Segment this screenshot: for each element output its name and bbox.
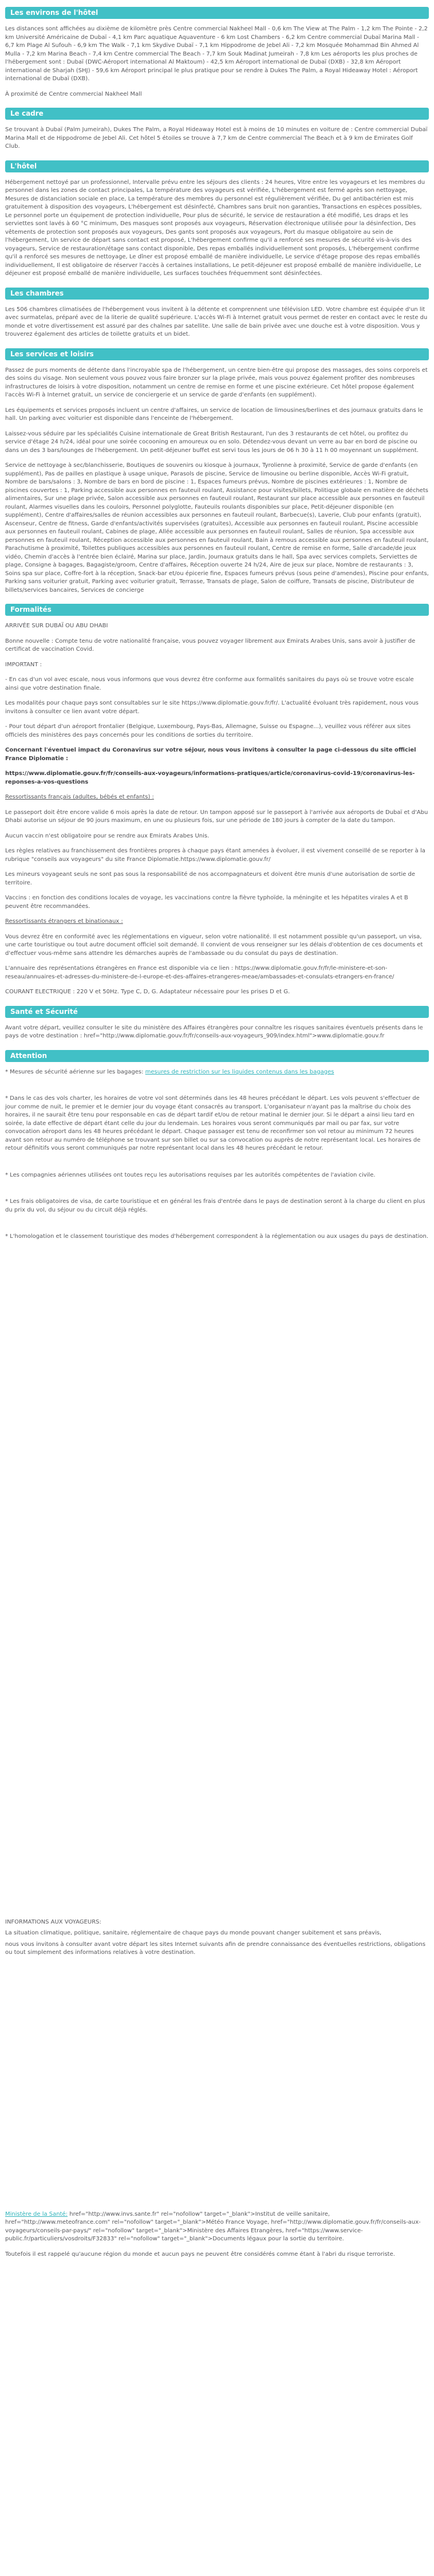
section-title-setting: Le cadre <box>5 108 429 120</box>
hotel-info-page <box>5 7 429 2259</box>
attention-classification-text: * L'homologation et le classement touristique des modes d'hébergement correspondent à la réglementation ou aux usages du pays de destination. <box>5 1233 429 1240</box>
section-surroundings <box>5 7 429 99</box>
formalities-power-text: COURANT ELECTRIQUE : 220 V et 50Hz. Type C, D, G. Adaptateur nécessaire pour les prises D et G. <box>5 989 290 995</box>
section-formalities <box>5 604 429 997</box>
formalities-stopover-text: - En cas d'un vol avec escale, nous vous informons que vous devrez être conforme aux formalités sanitaires du pays où se trouve votre escale ainsi que votre destination finale. <box>5 677 414 691</box>
whitespace-spacer-large <box>5 1260 429 1918</box>
hotel-covid-measures-text: Hébergement nettoyé par un professionnel, Intervalle prévu entre les séjours des clients : 24 heures, Vitre entre les voyageurs et les membres du personnel dans les zones de contact principales, La température des voyageurs est vérifiée, L'hébergement est fermé après son nettoyage, Mesures de distanciation sociale en place, La température des membres du personnel est régulièrement vérifiée, Du gel antibactérien est mis gratuitement à disposition des voyageurs, L'hébergement est désinfecté, Chambres sans bruit non garanties, Transactions en espèces possibles, Le personnel porte un équipement de protection individuelle, Pour plus de sécurité, le service de restauration a été modifié, Les draps et les serviettes sont lavés à 60 °C minimum, Des masques sont proposés aux voyageurs, Réservation électronique utilisée pour la désinfection, Des vêtements de protection sont proposés aux voyageurs, Des gants sont proposés aux voyageurs, Port du masque obligatoire au sein de l'hébergement, Un service de départ sans contact est proposé, L'hébergement confirme qu'il a renforcé ses mesures de sécurité vis-à-vis des voyageurs, Service de restauration/étage sans contact disponible, Des repas emballés individuellement sont proposés, L'hébergement confirme qu'il a renforcé ses mesures de nettoyage, Le dîner est proposé emballé de manière individuelle, Le service d'étage propose des repas emballés individuellement, Il est obligatoire de réserver l'accès à certaines installations, Le petit-déjeuner est proposé emballé de manière individuelle, Le déjeuner est proposé emballé de manière individuelle, Les surfaces touchées fréquemment sont désinfectées. <box>5 179 425 277</box>
formalities-border-rules-text: Les règles relatives au franchissement des frontières propres à chaque pays étant amenées à évoluer, il est vivement conseillé de se reporter à la rubrique "conseils aux voyageurs" du site France Diplomatie.https://www.diplomatie.gouv.fr/ <box>5 848 425 863</box>
formalities-important-label: IMPORTANT : <box>5 661 42 668</box>
surroundings-distances-text: Les distances sont affichées au dixième de kilomètre près Centre commercial Nakheel Mall - 0,6 km The View at The Palm - 1,2 km The Pointe - 2,2 km Université Américaine de Dubaï - 4,1 km Parc aquatique Aquaventure - 6 km Lost Chambers - 6,2 km Centre commercial Dubaï Marina Mall - 6,7 km Plage Al Sufouh - 6,9 km The Walk - 7,1 km Skydive Dubaï - 7,1 km Hippodrome de Jebel Ali - 7,2 km Mosquée Mohammad Bin Ahmed Al Mulla - 7,2 km Marina Beach - 7,4 km Centre commercial The Beach - 7,7 km Souk Madinat Jumeirah - 7,8 km Les aéroports les plus proches de l'hébergement sont : Dubaï (DWC-Aéroport international Al Maktoum) - 42,5 km Aéroport international de Dubaï (DXB) - 32,8 km Aéroport international de Sharjah (SHJ) - 59,6 km Aéroport principal le plus pratique pour se rendre à Dukes The Palm, a Royal Hideaway Hotel : Aéroport international de Dubaï (DXB). <box>5 26 428 82</box>
formalities-foreign-nationals-label: Ressortissants étrangers et binationaux : <box>5 918 123 925</box>
section-title-surroundings: Les environs de l'hôtel <box>5 7 429 19</box>
services-spa-text: Passez de purs moments de détente dans l'incroyable spa de l'hébergement, un centre bien-être qui propose des massages, des soins corporels et des soins du visage. Non seulement vous pouvez vous faire bronzer sur la plage privée, mais vous pouvez également profiter des nombreuses infrastructures de loisirs à votre disposition, notamment un centre de remise en forme et une piscine extérieure. Cet hôtel propose également l'accès Wi-Fi à Internet gratuit, un service de conciergerie et un service de garde d'enfants (en supplément). <box>5 367 428 398</box>
travellers-info-situation-text: La situation climatique, politique, sanitaire, réglementaire de chaque pays du monde pouvant changer subitement et sans préavis, <box>5 1930 382 1936</box>
health-safety-text: Avant votre départ, veuillez consulter le site du ministère des Affaires étrangères pour connaître les risques sanitaires éventuels présents dans le pays de votre destination : href="http://www.diplomatie.gouv.fr/fr/conseils-aux-voyageurs_909/index.html">www.diplomatie.gouv.fr <box>5 1024 423 1039</box>
attention-luggage-prefix: * Mesures de sécurité aérienne sur les bagages: <box>5 1068 145 1075</box>
section-rooms <box>5 288 429 339</box>
formalities-french-nationals-label: Ressortissants français (adultes, bébés et enfants) : <box>5 794 154 800</box>
formalities-covid-url-text: https://www.diplomatie.gouv.fr/fr/conseils-aux-voyageurs/informations-pratiques/article/coronavirus-covid-19/coronavirus-les-reponses-a-vos-questions <box>5 770 415 785</box>
liquids-restriction-link[interactable]: mesures de restriction sur les liquides contenus dans les bagages <box>145 1068 334 1075</box>
setting-text: Se trouvant à Dubaï (Palm Jumeirah), Dukes The Palm, a Royal Hideaway Hotel est à moins de 10 minutes en voiture de : Centre commercial Dubaï Marina Mall et de Hippodrome de Jebel Ali. Cet hôtel 5 étoiles se trouve à 7,7 km de Centre commercial The Beach et à 9 km de Emirates Golf Club. <box>5 127 428 150</box>
formalities-no-vaccine-text: Aucun vaccin n'est obligatoire pour se rendre aux Emirats Arabes Unis. <box>5 832 210 839</box>
services-facilities-text: Les équipements et services proposés incluent un centre d'affaires, un service de location de limousines/berlines et des journaux gratuits dans le hall. Un parking avec voiturier est disponible dans l'enceinte de l'hébergement. <box>5 407 423 422</box>
formalities-border-airport-text: - Pour tout départ d'un aéroport frontalier (Belgique, Luxembourg, Pays-Bas, Allemagne, Suisse ou Espagne...), veuillez vous référer aux sites officiels des ministères des pays concernés pour les conditions de sorties du territoire. <box>5 723 411 738</box>
section-hotel <box>5 160 429 278</box>
section-title-attention: Attention <box>5 1050 429 1062</box>
formalities-foreign-text: Vous devrez être en conformité avec les réglementations en vigueur, selon votre nationalité. Il est notamment possible qu'un passeport, un visa, une carte touristique ou tout autre document officiel soit demandé. Il convient de vous renseigner sur les délais d'obtention de ces documents et d'effectuer vous-même sans attendre les démarches auprès de l'ambassade ou du consulat du pays de destination. <box>5 933 423 957</box>
section-title-formalities: Formalités <box>5 604 429 616</box>
attention-airlines-text: * Les compagnies aériennes utilisées ont toutes reçu les autorisations requises par les autorités compétentes de l'aviation civile. <box>5 1171 376 1178</box>
section-title-rooms: Les chambres <box>5 288 429 300</box>
services-dining-text: Laissez-vous séduire par les spécialités Cuisine internationale de Great British Restaurant, l'un des 3 restaurants de cet hôtel, ou profitez du service d'étage 24 h/24, idéal pour une soirée cocooning en amoureux ou en solo. Détendez-vous devant un verre au bar en bord de piscine ou dans un des 3 bars/lounges de l'hébergement. Un petit-déjeuner buffet est servi tous les jours de 06 h 30 à 11 h 00 moyennant un supplément. <box>5 430 419 454</box>
services-amenities-list: Service de nettoyage à sec/blanchisserie, Boutiques de souvenirs ou kiosque à journaux, Tyrolienne à proximité, Service de garde d'enfants (en supplément), Pas de pailles en plastique à usage unique, Parasols de piscine, Service de limousine ou berline disponible, Accès Wi-Fi gratuit, Nombre de bars/salons : 3, Nombre de bars en bord de piscine : 1, Espaces fumeurs prévus, Nombre de piscines extérieures : 1, Nombre de piscines couvertes : 1, Parking accessible aux personnes en fauteuil roulant, Assistance pour visites/billets, Politique globale en matière de déchets alimentaires, Sur une plage privée, Salon accessible aux personnes en fauteuil roulant, Restaurant sur place accessible aux personnes en fauteuil roulant, Alarmes visuelles dans les couloirs, Personnel polyglotte, Fauteuils roulants disponibles sur place, Petit-déjeuner disponible (en supplément), Centre d'affaires/salles de réunion accessibles aux personnes en fauteuil roulant, Barbecue(s), Laverie, Club pour enfants (gratuit), Ascenseur, Centre de fitness, Garde d'enfants/activités supervisées (gratuites), Accessible aux personnes en fauteuil roulant, Piscine accessible aux personnes en fauteuil roulant, Cabines de plage, Allée accessible aux personnes en fauteuil roulant, Salles de réunion, Spa accessible aux personnes en fauteuil roulant, Réception accessible aux personnes en fauteuil roulant, Bain à remous accessible aux personnes en fauteuil roulant, Parachutisme à proximité, Toilettes publiques accessibles aux personnes en fauteuil roulant, Centre de remise en forme, Salle d'arcade/de jeux vidéo, Chemin d'accès à l'entrée bien éclairé, Marina sur place, Jardin, Journaux gratuits dans le hall, Spa avec services complets, Serviettes de plage, Consigne à bagages, Bagagiste/groom, Centre d'affaires, Réception ouverte 24 h/24, Aire de jeux sur place, Nombre de restaurants : 3, Soins spa sur place, Coffre-fort à la réception, Snack-bar et/ou épicerie fine, Espaces fumeurs prévus (sous peine d'amendes), Piscine pour enfants, Parking sans voiturier gratuit, Parking avec voiturier gratuit, Terrasse, Transats de plage, Salon de coiffure, Transats de piscine, Distributeur de billets/services bancaires, Services de concierge <box>5 462 429 593</box>
travellers-info-links-rest: href="http://www.invs.sante.fr" rel="nofollow" target="_blank">Institut de veille sanitaire, href="http://www.meteofrance.com" rel="nofollow" target="_blank">Météo France Voyage, href="http://www.diplomatie.gouv.fr/fr/conseils-aux-voyageurs/conseils-par-pays/" rel="nofollow" target="_blank">Ministère des Affaires Etrangères, href="https://www.service-public.fr/particuliers/vosdroits/F32833" rel="nofollow" target="_blank">Documents légaux pour la sortie du territoire. <box>5 2211 421 2242</box>
section-attention <box>5 1050 429 2259</box>
travellers-info-invite-text: nous vous invitons à consulter avant votre départ les sites Internet suivants afin de prendre connaissance des éventuelles restrictions, obligations ou tout simplement des informations relatives à votre destination. <box>5 1941 426 1956</box>
whitespace-spacer-medium <box>5 1964 429 2211</box>
travellers-info-label: INFORMATIONS AUX VOYAGEURS: <box>5 1918 101 1925</box>
section-services <box>5 348 429 595</box>
attention-visa-fees-text: * Les frais obligatoires de visa, de carte touristique et en général les frais d'entrée dans le pays de destination seront à la charge du client en plus du prix du vol, du séjour ou du circuit déjà réglés. <box>5 1198 425 1213</box>
formalities-directory-text: L'annuaire des représentations étrangères en France est disponible via ce lien : https://www.diplomatie.gouv.fr/fr/le-ministere-et-son-reseau/annuaires-et-adresses-du-ministere-de-l-europe-et-des-affaires-etrangeres-meae/ambassades-et-consulats-etrangers-en-france/ <box>5 965 394 980</box>
rooms-description-text: Les 506 chambres climatisées de l'hébergement vous invitent à la détente et comprennent une télévision LED. Votre chambre est équipée d'un lit avec surmatelas, préparé avec de la literie de qualité supérieure. L'accès Wi-Fi à Internet gratuit vous permet de rester en contact avec le reste du monde et votre divertissement est assuré par des chaînes par satellite. Une salle de bain privée avec une douche est à votre disposition. Vous y trouverez également des articles de toilette gratuits et un bidet. <box>5 306 428 337</box>
formalities-vaccines-text: Vaccins : en fonction des conditions locales de voyage, les vaccinations contre la fièvre typhoïde, la méningite et les hépatites virales A et B peuvent être recommandées. <box>5 895 408 910</box>
formalities-passport-text: Le passeport doit être encore valide 6 mois après la date de retour. Un tampon apposé sur le passeport à l'arrivée aux aéroports de Dubaï et d'Abu Dhabi autorise un séjour de 90 jours maximum, en une ou plusieurs fois, sur une période de 180 jours à compter de la date du tampon. <box>5 809 428 824</box>
formalities-arrival-title: ARRIVÉE SUR DUBAÏ OU ABU DHABI <box>5 623 108 629</box>
section-title-health-safety: Santé et Sécurité <box>5 1006 429 1018</box>
attention-charter-text: * Dans le cas des vols charter, les horaires de votre vol sont déterminés dans les 48 heures précédant le départ. Les vols peuvent s'effectuer de jour comme de nuit, le premier et le dernier jour du voyage étant consacrés au transport. L'organisateur n'ayant pas la maîtrise du choix des horaires, il ne saurait être tenu pour responsable en cas de départ tardif et/ou de retour matinal le dernier jour. Si le départ a ainsi lieu tard en soirée, la date effective de départ étant celle du jour du lendemain. Les horaires vous seront communiqués par mail ou par fax, sur votre convocation aéroport dans les 48 heures précédant le départ. Chaque passager est tenu de reconfirmer son vol retour au minimum 72 heures avant son retour au numéro de téléphone se trouvant sur son billet ou sur sa convocation ou auprès de notre représentant local. Les horaires de retour définitifs vous seront communiqués par notre représentant local dans les 48 heures précédant le retour. <box>5 1095 421 1151</box>
section-setting <box>5 108 429 151</box>
attention-luggage-text <box>5 1068 429 1077</box>
formalities-minors-text: Les mineurs voyageant seuls ne sont pas sous la responsabilité de nos accompagnateurs et doivent être munis d'une autorisation de sortie de territoire. <box>5 871 415 886</box>
travellers-info-links-text <box>5 2211 429 2244</box>
terrorism-warning-text: Toutefois il est rappelé qu'aucune région du monde et aucun pays ne peuvent être considérés comme étant à l'abri du risque terroriste. <box>5 2251 395 2258</box>
surroundings-nearby-text: À proximité de Centre commercial Nakheel Mall <box>5 91 142 97</box>
section-title-hotel: L'hôtel <box>5 160 429 172</box>
section-title-services: Les services et loisirs <box>5 348 429 360</box>
formalities-good-news-text: Bonne nouvelle : Compte tenu de votre nationalité française, vous pouvez voyager librement aux Emirats Arabes Unis, sans avoir à justifier de certificat de vaccination Covid. <box>5 638 416 652</box>
formalities-modalities-text: Les modalités pour chaque pays sont consultables sur le site https://www.diplomatie.gouv.fr/fr/. L'actualité évoluant très rapidement, nous vous invitons à consulter ce lien avant votre départ. <box>5 700 419 715</box>
section-health-safety <box>5 1006 429 1041</box>
formalities-covid-notice-text: Concernant l'éventuel impact du Coronavirus sur votre séjour, nous vous invitons à consulter la page ci-dessous du site officiel France Diplomatie : <box>5 747 416 762</box>
ministere-sante-link[interactable]: Ministère de la Santé: <box>5 2211 68 2217</box>
